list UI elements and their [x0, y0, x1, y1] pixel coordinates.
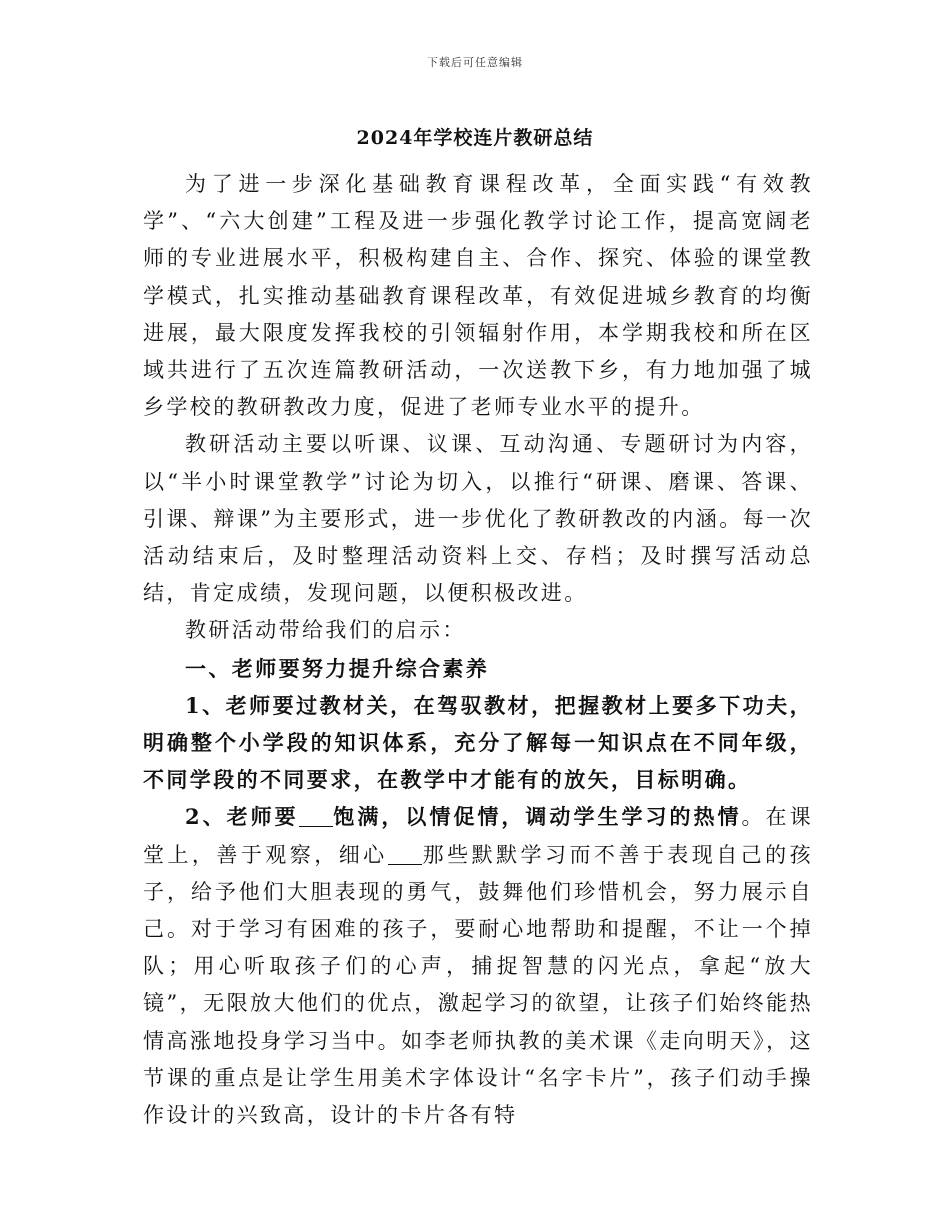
- paragraph-intro: 为了进一步深化基础教育课程改革，全面实践“有效教学”、“六大创建”工程及进一步强化教学讨论工作，提高宽阔老师的专业进展水平，积极构建自主、合作、探究、体验的课堂教学模式，扎实推动基础教育课程改革，有效促进城乡教育的均衡进展，最大限度发挥我校的引领辐射作用，本学期我校和所在区域共进行了五次连篇教研活动，一次送教下乡，有力地加强了城乡学校的教研教改力度，促进了老师专业水平的提升。: [143, 172, 813, 420]
- point-2-text-a: 。在课堂上，善于观察，细心: [143, 805, 813, 867]
- document-title: 2024年学校连片教研总结: [356, 127, 594, 149]
- document-body: [143, 166, 813, 1134]
- point-2-text-b: 那些默默学习而不善于表现自己的孩子，给予他们大胆表现的勇气，鼓舞他们珍惜机会，努力展示自己。对于学习有困难的孩子，要耐心地帮助和提醒，不让一个掉队；用心听取孩子们的心声，捕捉智慧的闪光点，拿起“放大镜”，无限放大他们的优点，激起学习的欲望，让孩子们始终能热情高涨地投身学习当中。如李老师执教的美术课《走向明天》，这节课的重点是让学生用美术字体设计“名字卡片”，孩子们动手操作设计的兴致高，设计的卡片各有特: [143, 842, 814, 1128]
- blank-underline: [388, 843, 422, 865]
- point-2-heading: 饱满，以情促情，调动学生学习的热情: [332, 804, 742, 830]
- section-heading-1: 一、老师要努力提升综合素养: [185, 655, 490, 681]
- header-note: 下载后可任意编辑: [427, 56, 523, 69]
- paragraph-point-2: [143, 798, 813, 1134]
- blank-underline: [299, 805, 333, 827]
- paragraph-activities: 教研活动主要以听课、议课、互动沟通、专题研讨为内容，以“半小时课堂教学”讨论为切入，以推行“研课、磨课、答课、引课、辩课”为主要形式，进一步优化了教研教改的内涵。每一次活动结束后，及时整理活动资料上交、存档；及时撰写活动总结，肯定成绩，发现问题，以便积极改进。: [143, 432, 813, 606]
- paragraph-insights-lead: 教研活动带给我们的启示：: [185, 618, 466, 643]
- paragraph-point-1: 1、老师要过教材关，在驾驭教材，把握教材上要多下功夫，明确整个小学段的知识体系，充分了解每一知识点在不同年级，不同学段的不同要求，在教学中才能有的放矢，目标明确。: [143, 692, 813, 793]
- point-2-lead: 2、老师要: [185, 804, 299, 830]
